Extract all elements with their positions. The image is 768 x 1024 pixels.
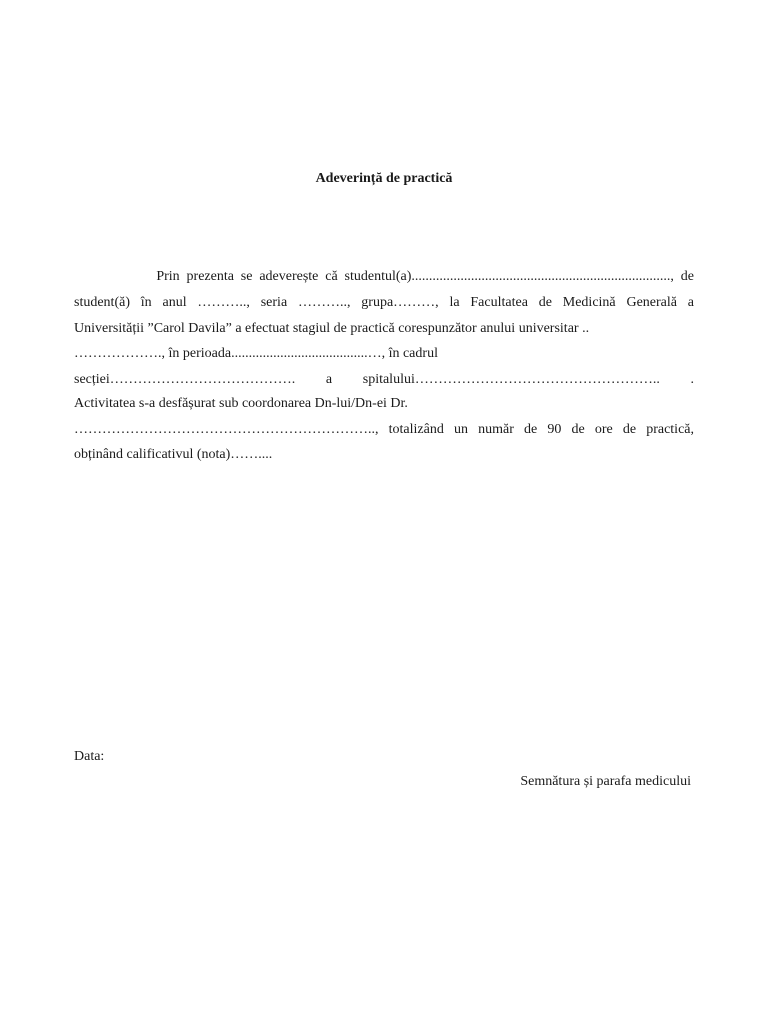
signature-label: Semnătura și parafa medicului <box>520 774 691 789</box>
body-line-1: Prin prezenta se adeverește că studentul(a).........................................................................., de <box>74 269 694 284</box>
body-line-3: Universității ”Carol Davila” a efectuat stagiul de practică corespunzător anului universitar .. <box>74 321 590 336</box>
body-line-7: ……………………………………………………….., totalizând un număr de 90 de ore de practică, <box>74 422 694 437</box>
document-title: Adeverință de practică <box>315 171 453 186</box>
body-line-2: student(ă) în anul ……….., seria ……….., grupa………, la Facultatea de Medicină Generală a <box>74 295 694 310</box>
body-line-4: ………………., în perioada.......................................…, în cadrul <box>74 346 438 361</box>
body-line-8: obținând calificativul (nota)…….... <box>74 447 273 462</box>
body-line-6: Activitatea s-a desfășurat sub coordonarea Dn-lui/Dn-ei Dr. <box>74 396 408 411</box>
body-line-5: secției…………………………………. a spitalului…………………………………………….. . <box>74 372 694 387</box>
date-label: Data: <box>74 749 105 764</box>
